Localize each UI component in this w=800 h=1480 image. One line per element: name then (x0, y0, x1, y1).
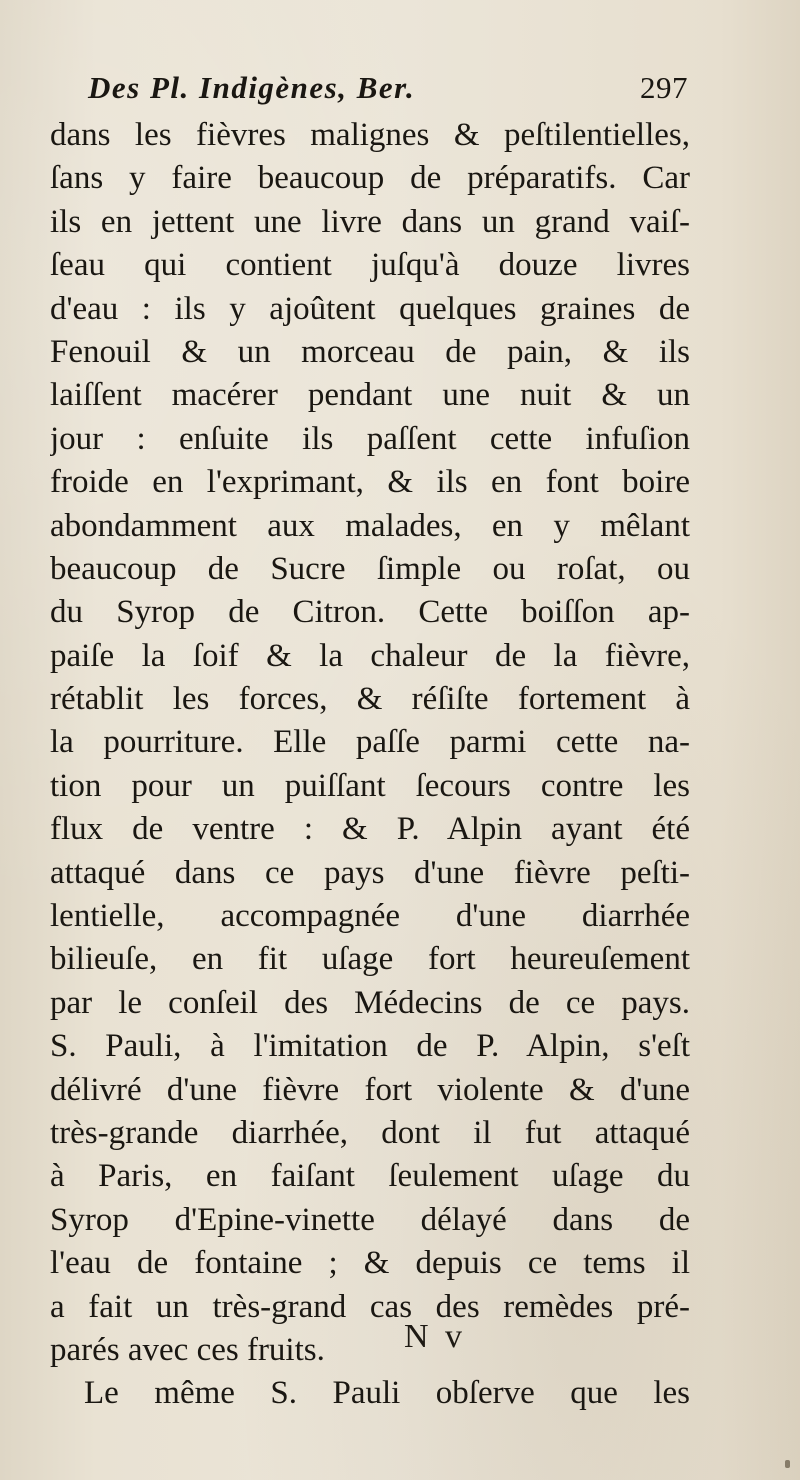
text-line: jour : enſuite ils paſſent cette infuſion (50, 420, 690, 457)
running-head (88, 70, 688, 112)
text-line: Le même S. Pauli obſerve que les (84, 1375, 690, 1412)
text-line: ſeau qui contient juſqu'à douze livres (50, 247, 690, 284)
page-number: 297 (640, 70, 688, 105)
text-line: Syrop d'Epine-vinette délayé dans de (50, 1201, 690, 1238)
text-line: à Paris, en faiſant ſeulement uſage du (50, 1158, 690, 1195)
text-line: parés avec ces fruits. (50, 1331, 325, 1368)
text-line: par le conſeil des Médecins de ce pays. (50, 984, 690, 1021)
text-line: ils en jettent une livre dans un grand vaiſ- (50, 203, 690, 240)
text-line: rétablit les forces, & réſiſte fortement à (50, 681, 690, 718)
text-line: du Syrop de Citron. Cette boiſſon ap- (50, 594, 690, 631)
text-line: abondamment aux malades, en y mêlant (50, 507, 690, 544)
text-line: lentielle, accompagnée d'une diarrhée (50, 898, 690, 935)
text-line: attaqué dans ce pays d'une fièvre peſti- (50, 854, 690, 891)
text-line: très-grande diarrhée, dont il fut attaqué (50, 1114, 690, 1151)
text-line: d'eau : ils y ajoûtent quelques graines de (50, 290, 690, 327)
text-line: paiſe la ſoif & la chaleur de la fièvre, (50, 637, 690, 674)
text-line: froide en l'exprimant, & ils en font boire (50, 464, 690, 501)
running-head-title: Des Pl. Indigènes, Ber. (88, 70, 416, 105)
signature-mark: N v (404, 1318, 467, 1355)
body-text (50, 114, 690, 1416)
text-line: beaucoup de Sucre ſimple ou roſat, ou (50, 550, 690, 587)
text-line: a fait un très-grand cas des remèdes pré- (50, 1288, 690, 1325)
text-line: Fenouil & un morceau de pain, & ils (50, 333, 690, 370)
text-line: flux de ventre : & P. Alpin ayant été (50, 811, 690, 848)
text-line: S. Pauli, à l'imitation de P. Alpin, s'eſt (50, 1028, 690, 1065)
text-line: délivré d'une fièvre fort violente & d'une (50, 1071, 690, 1108)
paper-speck (785, 1460, 790, 1468)
text-line: l'eau de fontaine ; & depuis ce tems il (50, 1245, 690, 1282)
text-line: bilieuſe, en fit uſage fort heureuſement (50, 941, 690, 978)
text-line: laiſſent macérer pendant une nuit & un (50, 377, 690, 414)
text-line: dans les fièvres malignes & peſtilentielles, (50, 117, 690, 153)
text-line: tion pour un puiſſant ſecours contre les (50, 767, 690, 804)
text-line: la pourriture. Elle paſſe parmi cette na- (50, 724, 690, 761)
text-line: ſans y faire beaucoup de préparatifs. Car (50, 160, 690, 197)
